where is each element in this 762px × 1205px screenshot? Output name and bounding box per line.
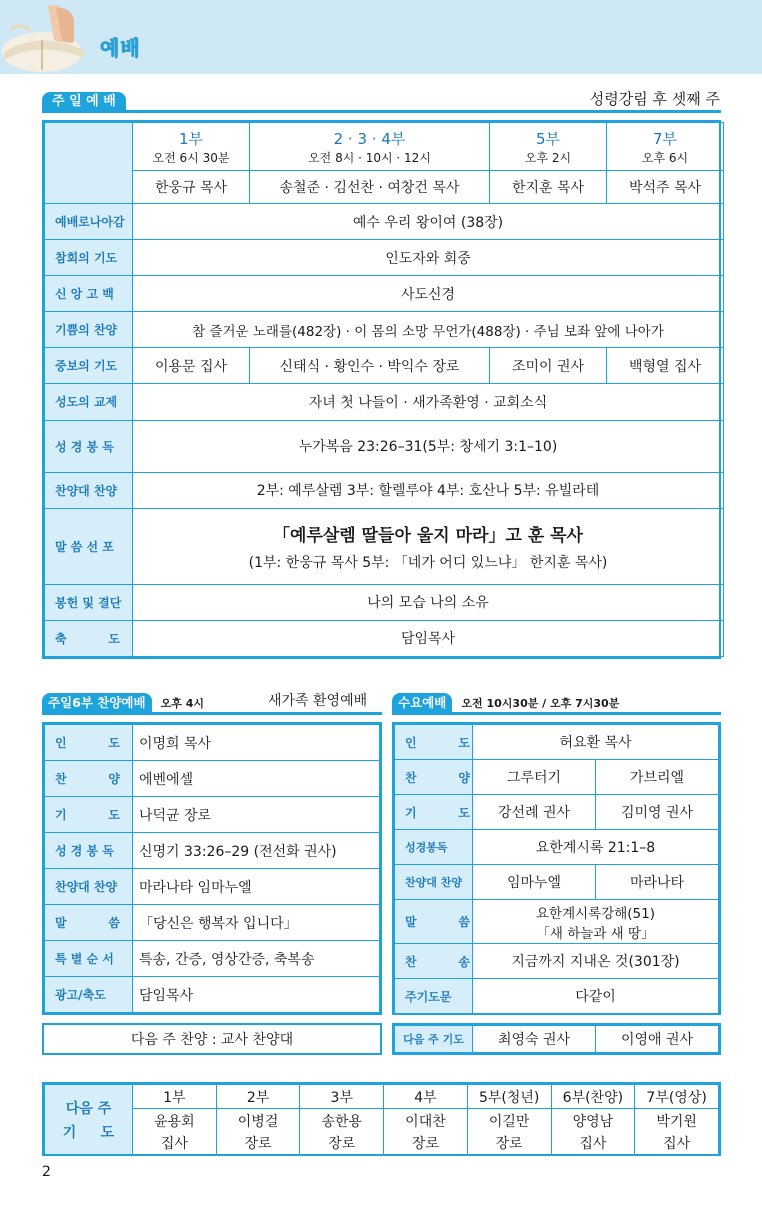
service-name: 5부(청년) <box>467 1085 551 1109</box>
service-234-leader: 송철준 · 김선찬 · 여창건 목사 <box>250 171 490 204</box>
row-value: 2부: 예루살렘 3부: 할렐루야 4부: 호산나 5부: 유빌라테 <box>133 472 724 508</box>
row-value: 특송, 간증, 영상간증, 축복송 <box>133 941 380 977</box>
row-value: 「당신은 행복자 입니다」 <box>133 905 380 941</box>
row-label: 찬 양 <box>395 760 473 795</box>
prayer-role: 집사 <box>635 1133 719 1155</box>
divider <box>42 712 382 715</box>
row-value: 김미영 권사 <box>596 795 719 830</box>
sunday6-subtitle: 새가족 환영예배 <box>268 693 368 709</box>
prayer-person: 송한용 <box>300 1109 384 1133</box>
row-label: 기 도 <box>45 797 133 833</box>
row-label: 광고/축도 <box>45 977 133 1013</box>
sunday6-tab: 주일6부 찬양예배 오후 4시 <box>42 692 204 713</box>
row-value: 예수 우리 왕이여 (38장) <box>133 204 724 240</box>
prayer-person: 이병걸 <box>216 1109 300 1133</box>
row-value: 임마누엘 <box>473 865 596 900</box>
page-header <box>0 0 762 74</box>
row-value: 다같이 <box>473 979 719 1014</box>
page-title: 예배 <box>100 36 141 60</box>
row-label: 참회의 기도 <box>45 240 133 276</box>
row-label: 찬 양 <box>45 761 133 797</box>
row-value: 요한계시록 21:1–8 <box>473 830 719 865</box>
service-5-leader: 한지훈 목사 <box>490 171 607 204</box>
sermon-cell <box>473 900 719 944</box>
row-label: 기쁨의 찬양 <box>45 312 133 348</box>
row-value: 마라나타 <box>596 865 719 900</box>
row-label: 중보의 기도 <box>45 348 133 384</box>
row-value: 신명기 33:26–29 (전선화 권사) <box>133 833 380 869</box>
page-number: 2 <box>42 1164 51 1180</box>
row-value: 자녀 첫 나들이 · 새가족환영 · 교회소식 <box>133 384 724 420</box>
row-value: 강선례 권사 <box>473 795 596 830</box>
row-value: 나의 모습 나의 소유 <box>133 584 724 620</box>
row-label: 찬 송 <box>395 944 473 979</box>
prayer-role: 장로 <box>216 1133 300 1155</box>
row-value: 담임목사 <box>133 620 724 656</box>
row-label: 특 별 순 서 <box>45 941 133 977</box>
row-label: 말 씀 <box>45 905 133 941</box>
row-value: 에벤에셀 <box>133 761 380 797</box>
row-value: 이명희 목사 <box>133 725 380 761</box>
row-label: 성 경 봉 독 <box>45 833 133 869</box>
prayer-name: 조미이 권사 <box>490 348 607 384</box>
service-1-leader: 한웅규 목사 <box>133 171 250 204</box>
next-prayer-box <box>392 1023 721 1055</box>
wednesday-table <box>392 722 721 1015</box>
next-week-label: 다음 주 기 도 <box>45 1085 133 1155</box>
corner-cell <box>45 123 133 204</box>
prayer-role: 집사 <box>133 1133 217 1155</box>
row-label: 찬양대 찬양 <box>45 869 133 905</box>
service-234-header: 2 · 3 · 4부 오전 8시 · 10시 · 12시 <box>250 123 490 171</box>
row-label: 봉헌 및 결단 <box>45 584 133 620</box>
prayer-name: 신태식 · 황인수 · 박익수 장로 <box>250 348 490 384</box>
sermon-cell <box>133 508 724 584</box>
prayer-person: 윤용회 <box>133 1109 217 1133</box>
divider <box>42 110 721 113</box>
sunday-service-tab: 주 일 예 배 <box>42 90 126 112</box>
prayer-name: 이용문 집사 <box>133 348 250 384</box>
row-label: 주기도문 <box>395 979 473 1014</box>
row-value: 인도자와 회중 <box>133 240 724 276</box>
next-prayer-name: 이영애 권사 <box>596 1026 719 1053</box>
service-name: 4부 <box>384 1085 468 1109</box>
service-name: 2부 <box>216 1085 300 1109</box>
service-5-header: 5부 오후 2시 <box>490 123 607 171</box>
prayer-role: 집사 <box>551 1133 635 1155</box>
service-name: 7부(영상) <box>635 1085 719 1109</box>
row-label: 성도의 교제 <box>45 384 133 420</box>
row-value: 나덕균 장로 <box>133 797 380 833</box>
row-label: 성 경 봉 독 <box>45 420 133 472</box>
row-value: 허요환 목사 <box>473 725 719 760</box>
row-value: 가브리엘 <box>596 760 719 795</box>
service-name: 1부 <box>133 1085 217 1109</box>
next-praise-box: 다음 주 찬양 : 교사 찬양대 <box>42 1023 382 1055</box>
service-1-header: 1부 오전 6시 30분 <box>133 123 250 171</box>
row-value: 누가복음 23:26–31(5부: 창세기 3:1–10) <box>133 420 724 472</box>
prayer-person: 박기원 <box>635 1109 719 1133</box>
prayer-role: 장로 <box>467 1133 551 1155</box>
service-name: 3부 <box>300 1085 384 1109</box>
prayer-person: 양영남 <box>551 1109 635 1133</box>
row-label: 찬양대 찬양 <box>395 865 473 900</box>
divider <box>392 712 721 715</box>
praying-hands-bible-image <box>0 0 92 74</box>
sunday-subtitle: 성령강림 후 셋째 주 <box>589 90 720 108</box>
row-label: 신 앙 고 백 <box>45 276 133 312</box>
row-label: 인 도 <box>395 725 473 760</box>
prayer-name: 백형열 집사 <box>607 348 724 384</box>
service-name: 6부(찬양) <box>551 1085 635 1109</box>
prayer-person: 이길만 <box>467 1109 551 1133</box>
sermon-note: (1부: 한웅규 목사 5부: 「네가 어디 있느냐」 한지훈 목사) <box>248 554 608 571</box>
row-label: 성경봉독 <box>395 830 473 865</box>
next-week-prayer-table <box>42 1082 721 1156</box>
sermon-title: 「예루살렘 딸들아 울지 마라」고 훈 목사 <box>273 525 583 546</box>
row-label: 예배로나아감 <box>45 204 133 240</box>
row-label: 말 씀 <box>395 900 473 944</box>
row-label: 말 씀 선 포 <box>45 508 133 584</box>
row-label: 축 도 <box>45 620 133 656</box>
prayer-role: 장로 <box>384 1133 468 1155</box>
sunday6-table <box>42 722 382 1015</box>
row-label: 인 도 <box>45 725 133 761</box>
sermon-line: 「새 하늘과 새 땅」 <box>536 925 655 942</box>
row-value: 담임목사 <box>133 977 380 1013</box>
row-label: 기 도 <box>395 795 473 830</box>
service-7-header: 7부 오후 6시 <box>607 123 724 171</box>
service-7-leader: 박석주 목사 <box>607 171 724 204</box>
next-prayer-name: 최영숙 권사 <box>473 1026 596 1053</box>
row-value: 사도신경 <box>133 276 724 312</box>
row-value: 지금까지 지내온 것(301장) <box>473 944 719 979</box>
row-value: 그루터기 <box>473 760 596 795</box>
next-prayer-label: 다음 주 기도 <box>395 1026 473 1053</box>
row-value: 마라나타 임마누엘 <box>133 869 380 905</box>
prayer-person: 이대찬 <box>384 1109 468 1133</box>
row-value: 참 즐거운 노래를(482장) · 이 몸의 소망 무언가(488장) · 주님 보좌 앞에 나아가 <box>133 312 724 348</box>
row-label: 찬양대 찬양 <box>45 472 133 508</box>
wednesday-tab: 수요예배 오전 10시30분 / 오후 7시30분 <box>392 692 619 713</box>
sermon-line: 요한계시록강해(51) <box>536 905 655 922</box>
sunday-service-table <box>42 120 721 659</box>
prayer-role: 장로 <box>300 1133 384 1155</box>
